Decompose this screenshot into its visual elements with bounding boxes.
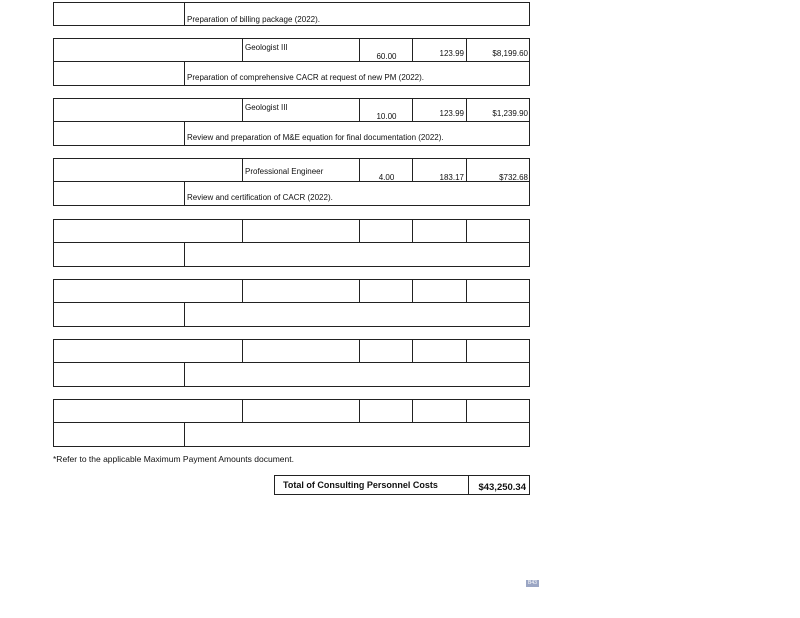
entry-block-2 — [53, 98, 530, 146]
personnel-row — [53, 98, 530, 122]
task-description: Preparation of comprehensive CACR at request of new PM (2022). — [187, 73, 425, 82]
empty-entry-block — [53, 339, 530, 387]
hours-value: 60.00 — [376, 52, 397, 61]
task-description: Review and preparation of M&E equation for final documentation (2022). — [187, 133, 444, 142]
description-row — [53, 122, 530, 146]
empty-entry-block — [53, 219, 530, 267]
task-description: Preparation of billing package (2022). — [187, 15, 320, 24]
description-row — [53, 62, 530, 86]
entry-block-3 — [53, 158, 530, 206]
personnel-row — [53, 219, 530, 243]
rate-value: 183.17 — [439, 173, 464, 182]
page-mark: B43 — [526, 580, 539, 587]
personnel-row — [53, 279, 530, 303]
amount-value: $8,199.60 — [492, 49, 528, 58]
amount-value: $1,239.90 — [492, 109, 528, 118]
description-row — [53, 2, 530, 26]
personnel-row — [53, 339, 530, 363]
empty-entry-block — [53, 279, 530, 327]
entry-block-partial — [53, 2, 530, 26]
total-value: $43,250.34 — [478, 482, 526, 493]
personnel-row — [53, 158, 530, 182]
entry-block-1 — [53, 38, 530, 86]
personnel-row — [53, 38, 530, 62]
hours-value: 4.00 — [378, 173, 395, 182]
description-row — [53, 363, 530, 387]
total-label: Total of Consulting Personnel Costs — [283, 480, 438, 490]
description-row — [53, 303, 530, 327]
personnel-title: Geologist III — [245, 103, 288, 112]
empty-entry-block — [53, 399, 530, 447]
task-description: Review and certification of CACR (2022). — [187, 193, 333, 202]
rate-value: 123.99 — [439, 109, 464, 118]
personnel-title: Professional Engineer — [245, 167, 324, 176]
description-row — [53, 423, 530, 447]
personnel-title: Geologist III — [245, 43, 288, 52]
total-box — [274, 475, 530, 495]
amount-value: $732.68 — [499, 173, 528, 182]
description-row — [53, 182, 530, 206]
footnote: *Refer to the applicable Maximum Payment Amounts document. — [53, 454, 294, 464]
hours-value: 10.00 — [376, 112, 397, 121]
description-row — [53, 243, 530, 267]
rate-value: 123.99 — [439, 49, 464, 58]
personnel-row — [53, 399, 530, 423]
